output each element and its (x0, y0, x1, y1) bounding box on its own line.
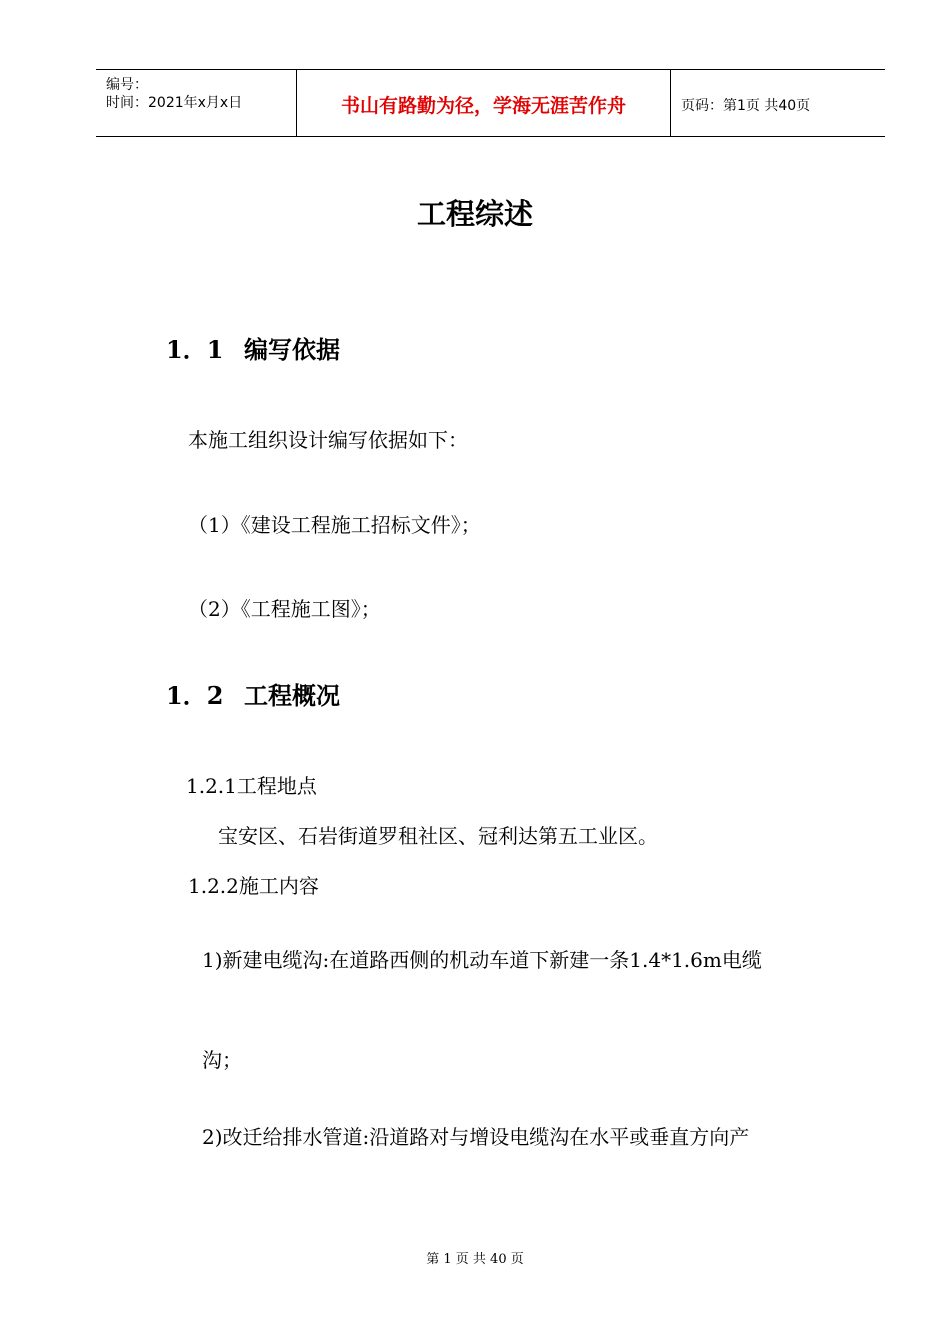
basis-item-2: （2）《工程施工图》； (188, 597, 381, 621)
header-cell-motto (297, 70, 671, 136)
header-time-label: 时间：2021年x月x日 (106, 95, 243, 111)
location-text: 宝安区、石岩街道罗租社区、冠利达第五工业区。 (218, 824, 658, 848)
section-heading-1-1 (166, 330, 340, 365)
basis-item-1: （1）《建设工程施工招标文件》； (188, 513, 481, 537)
header-cell-info (96, 70, 297, 136)
document-title: 工程综述 (416, 197, 533, 231)
page-footer: 第 1 页 共 40 页 (426, 1252, 524, 1267)
section-number: 1．2 (166, 681, 224, 710)
section-heading-1-2 (166, 676, 340, 711)
header-motto: 书山有路勤为径，学海无涯苦作舟 (340, 95, 626, 117)
basis-intro: 本施工组织设计编写依据如下： (188, 428, 468, 452)
subsection-heading-location: 1.2.1工程地点 (186, 774, 317, 798)
section-title: 编写依据 (244, 336, 340, 364)
content-item-2: 2)改迁给排水管道:沿道路对与增设电缆沟在水平或垂直方向产 (202, 1125, 750, 1149)
section-title: 工程概况 (244, 682, 340, 710)
subsection-heading-content: 1.2.2施工内容 (188, 874, 319, 898)
header-number-label: 编号： (106, 77, 148, 93)
content-item-1-cont: 沟； (202, 1048, 242, 1072)
content-item-1: 1)新建电缆沟:在道路西侧的机动车道下新建一条1.4*1.6m电缆 (202, 948, 762, 972)
header-table (96, 69, 885, 137)
header-page-label: 页码：第1页 共40页 (681, 98, 811, 114)
header-cell-page (671, 70, 885, 136)
section-number: 1．1 (166, 335, 224, 364)
